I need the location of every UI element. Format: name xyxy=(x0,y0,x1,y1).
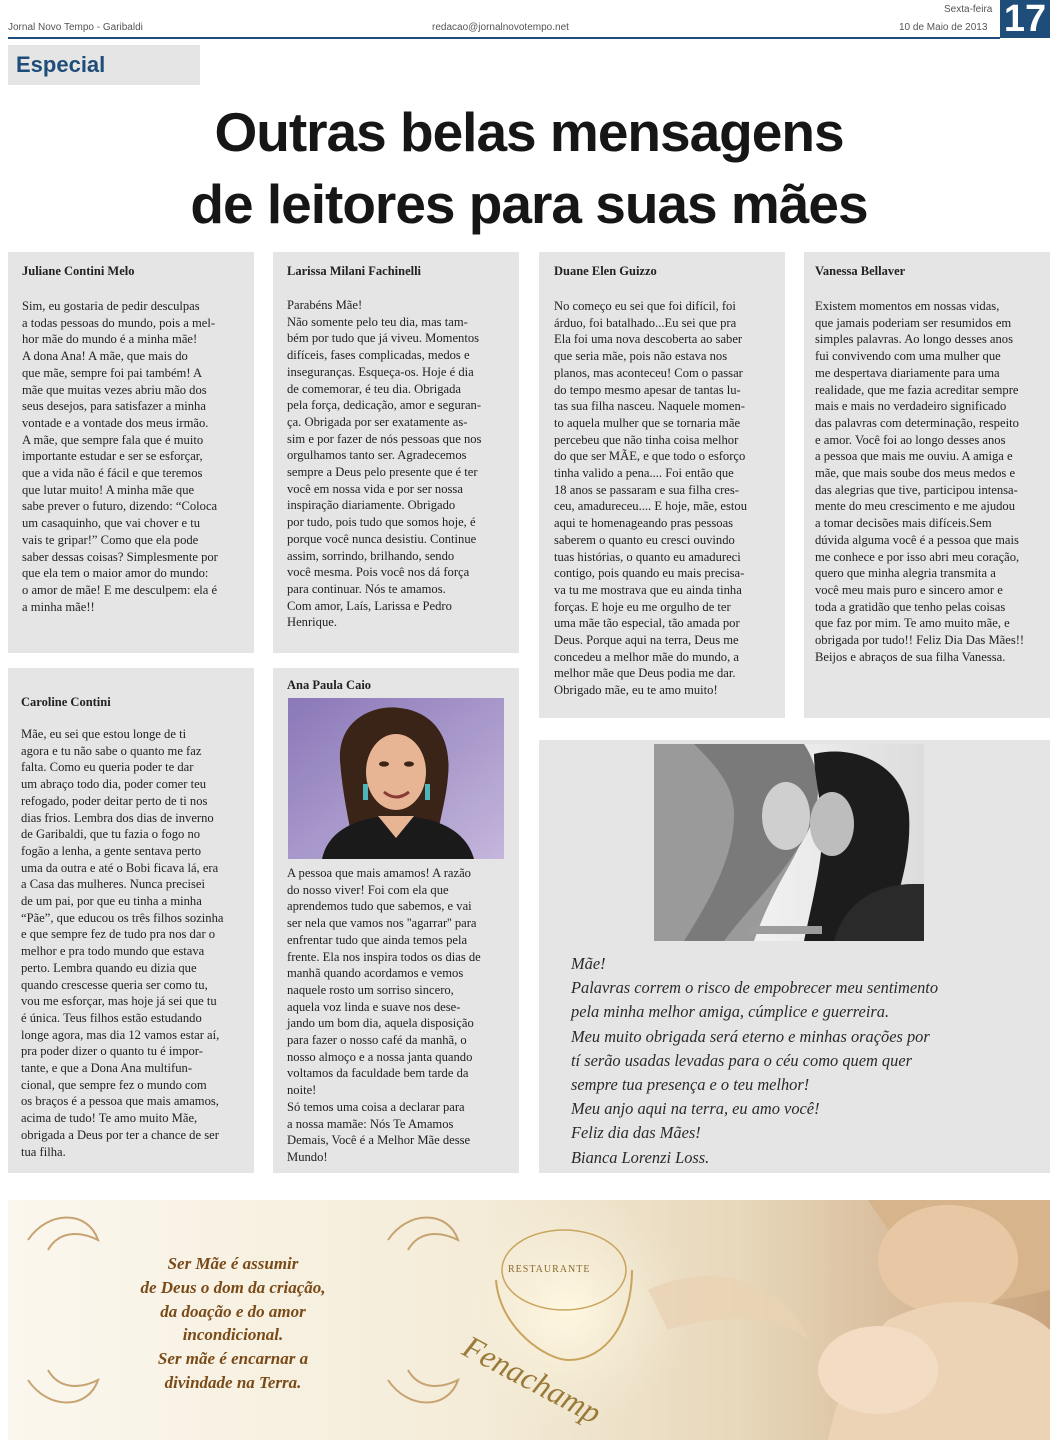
section-tag xyxy=(8,45,200,85)
ad-tagline: Ser Mãe é assumir de Deus o dom da criação, da doação e do amor incondicional. Ser mãe é encarnar a divindade na Terra. xyxy=(140,1254,326,1392)
letter-text: Sim, eu gostaria de pedir desculpas a todas pessoas do mundo, pois a mel- hor mãe do mundo é a minha mãe! A dona Ana! A mãe, que mais do que mãe, sempre foi pai também! A mãe que muitas vezes abriu mão dos seus desejos, para satisfazer a minha vontade e a vontade dos meus irmão. A mãe, que sempre fala que é muito importante estudar e ser se esforçar, que a vida não é fácil e que teremos que lutar muito! A minha mãe que sabe prever o futuro, dizendo: “Coloca um casaquinho, que vai chover e tu vais te gripar!” Como que ela pode saber dessas coisas? Simplesmente por que ela tem o maior amor do mundo: o amor de mãe! E me desculpem: ela é a minha mãe!! xyxy=(22,299,218,614)
header-rule xyxy=(8,37,1000,39)
letter-text: Mãe, eu sei que estou longe de ti agora e tu não sabe o quanto me faz falta. Como eu queria poder te dar um abraço todo dia, poder comer teu refogado, poder deitar perto de ti nos dias frios. Lembra dos dias de inverno de Garibaldi, que tu fazia o fogo no fogão a lenha, a gente sentava perto uma da outra e até o Bobi ficava lá, era a Casa das mulheres. Nunca precisei de um pai, por que eu tinha a minha “Pãe”, que educou os três filhos sozinha e que sempre fez de tudo pra nos dar o melhor e pra todo mundo que estava perto. Lembra quando eu dizia que quando crescesse queria ser como tu, vou me esforçar, mas hoje já sei que tu é única. Teus filhos estão estudando longe agora, mas dia 12 vamos estar aí, pra poder dizer o quanto tu é impor- tante, e que a Dona Ana multifun- cional, que sempre fez o mundo com os braços é a pessoa que mais amamos, acima de tudo! Te amo muito Mãe, obrigada a Deus por ter a chance de ser tua filha. xyxy=(21,727,224,1159)
email-link[interactable]: redacao@jornalnovotempo.net xyxy=(432,22,569,33)
poem-text: Mãe! Palavras correm o risco de empobrecer meu sentimento pela minha melhor amiga, cúmplice e guerreira. Meu muito obrigada será eterno e minhas orações por tí serão usadas levadas para o céu como quem quer sempre tua presença e o teu melhor! Meu anjo aqui na terra, eu amo você! Feliz dia das Mães! Bianca Lorenzi Loss. xyxy=(571,954,939,1167)
letter-text: A pessoa que mais amamos! A razão do nosso viver! Foi com ela que aprendemos tudo que sabemos, e vai ser nela que vamos nos ''agarrar'' para enfrentar tudo que ainda temos pela frente. Ela nos inspira todos os dias de manhã quando acordamos e vemos naquele rosto um sorriso sincero, aquela voz linda e suave nos dese- jando um bom dia, aquela disposição para fazer o nosso café da manhã, o nosso almoço e a nossa janta quando voltamos da faculdade bem tarde da noite! Só temos uma coisa a declarar para a nossa mamãe: Nós Te Amamos Demais, Você é a Melhor Mãe desse Mundo! xyxy=(287,866,481,1164)
ad-logo-caption: RESTAURANTE xyxy=(508,1264,591,1275)
letter-author: Vanessa Bellaver xyxy=(815,264,906,278)
letter-author: Larissa Milani Fachinelli xyxy=(287,264,422,278)
letter-author: Caroline Contini xyxy=(21,695,111,709)
letter-box-juliane xyxy=(8,252,254,653)
issue-date: 10 de Maio de 2013 xyxy=(899,22,988,33)
letter-text: No começo eu sei que foi difícil, foi árduo, foi batalhado...Eu sei que pra Ela foi uma nova descoberta ao saber que seria mãe, pois não estava nos planos, mas aconteceu! Com o passar do tempo mesmo apesar de tantas lu- tas sua filha nasceu. Naquele momen- to aquela mulher que se tornaria mãe percebeu que não tinha coisa melhor do que ser MÃE, e que todo o esforço tinha valido a pena.... Foi então que 18 anos se passaram e sua filha cres- ceu, amadureceu.... E hoje, mãe, estou aqui te homenageando pras pessoas saberem o quanto eu cresci ouvindo tuas histórias, o quanto eu amadureci contigo, pois quando eu mais precisa- va tu me mostrava que eu ainda tinha forças. E hoje eu me orgulho de ter uma mãe tão especial, tão amada por Deus. Porque aqui na terra, Deus me concedeu a melhor mãe do mundo, a melhor mãe que Deus podia me dar. Obrigado mãe, eu te amo muito! xyxy=(554,299,748,698)
letter-author: Ana Paula Caio xyxy=(287,678,372,692)
weekday: Sexta-feira xyxy=(944,4,993,15)
letter-box-vanessa xyxy=(804,252,1050,718)
ad-logo-name: Fenachamp xyxy=(457,1328,608,1431)
portrait-photo xyxy=(288,698,504,859)
publication-name: Jornal Novo Tempo - Garibaldi xyxy=(8,22,143,33)
page-headline xyxy=(100,96,958,240)
letter-author: Duane Elen Guizzo xyxy=(554,264,657,278)
headline-line-1: Outras belas mensagens xyxy=(214,101,844,163)
letter-box-larissa xyxy=(273,252,519,653)
headline-line-2: de leitores para suas mães xyxy=(190,173,868,235)
letter-box-duane xyxy=(539,252,785,718)
letter-text: Existem momentos em nossas vidas, que jamais poderiam ser resumidos em simples palavras. Ao longo desses anos fui convivendo com uma mulher que me despertava diariamente para uma realidade, que me fazia acreditar sempre mais e mais no verdadeiro significado das palavras com determinação, respeito e amor. Você foi ao longo desses anos a pessoa que mais me ouviu. A amiga e mãe, que mais soube dos meus medos e das alegrias que tive, participou intensa- mente do meu crescimento e me ajudou a tomar decisões mais difíceis.Sem dúvida alguma você é a pessoa que mais me conhece e por isso abri meu coração, quero que minha alegria transmita a você meu mais puro e sincero amor e toda a gratidão que tenho pelas coisas que faz por mim. Te amo muito mãe, e obrigada por tudo!! Feliz Dia Das Mães!! Beijos e abraços de sua filha Vanessa. xyxy=(815,299,1025,664)
mother-daughter-photo xyxy=(654,744,924,941)
letter-box-caroline xyxy=(8,668,254,1173)
page-number: 17 xyxy=(1000,0,1050,38)
letter-author: Juliane Contini Melo xyxy=(22,264,135,278)
letter-text: Parabéns Mãe! Não somente pelo teu dia, mas tam- bém por tudo que já viveu. Momentos difíceis, fases complicadas, medos e inseguranças. Esqueça-os. Hoje é dia de comemorar, é teu dia. Obrigada pela força, dedicação, amor e seguran- ça. Obrigada por ser exatamente as- sim e por fazer de nós pessoas que nos orgulhamos tanto ser. Agradecemos sempre a Deus pelo presente que é ter você em nossa vida e por ser nossa inspiração diariamente. Obrigado por tudo, pois tudo que somos hoje, é porque você nunca desistiu. Continue assim, sorrindo, brilhando, sendo você mesma. Pois você nos dá força para continuar. Nós te amamos. Com amor, Laís, Larissa e Pedro Henrique. xyxy=(287,298,482,630)
section-label: Especial xyxy=(16,52,106,77)
